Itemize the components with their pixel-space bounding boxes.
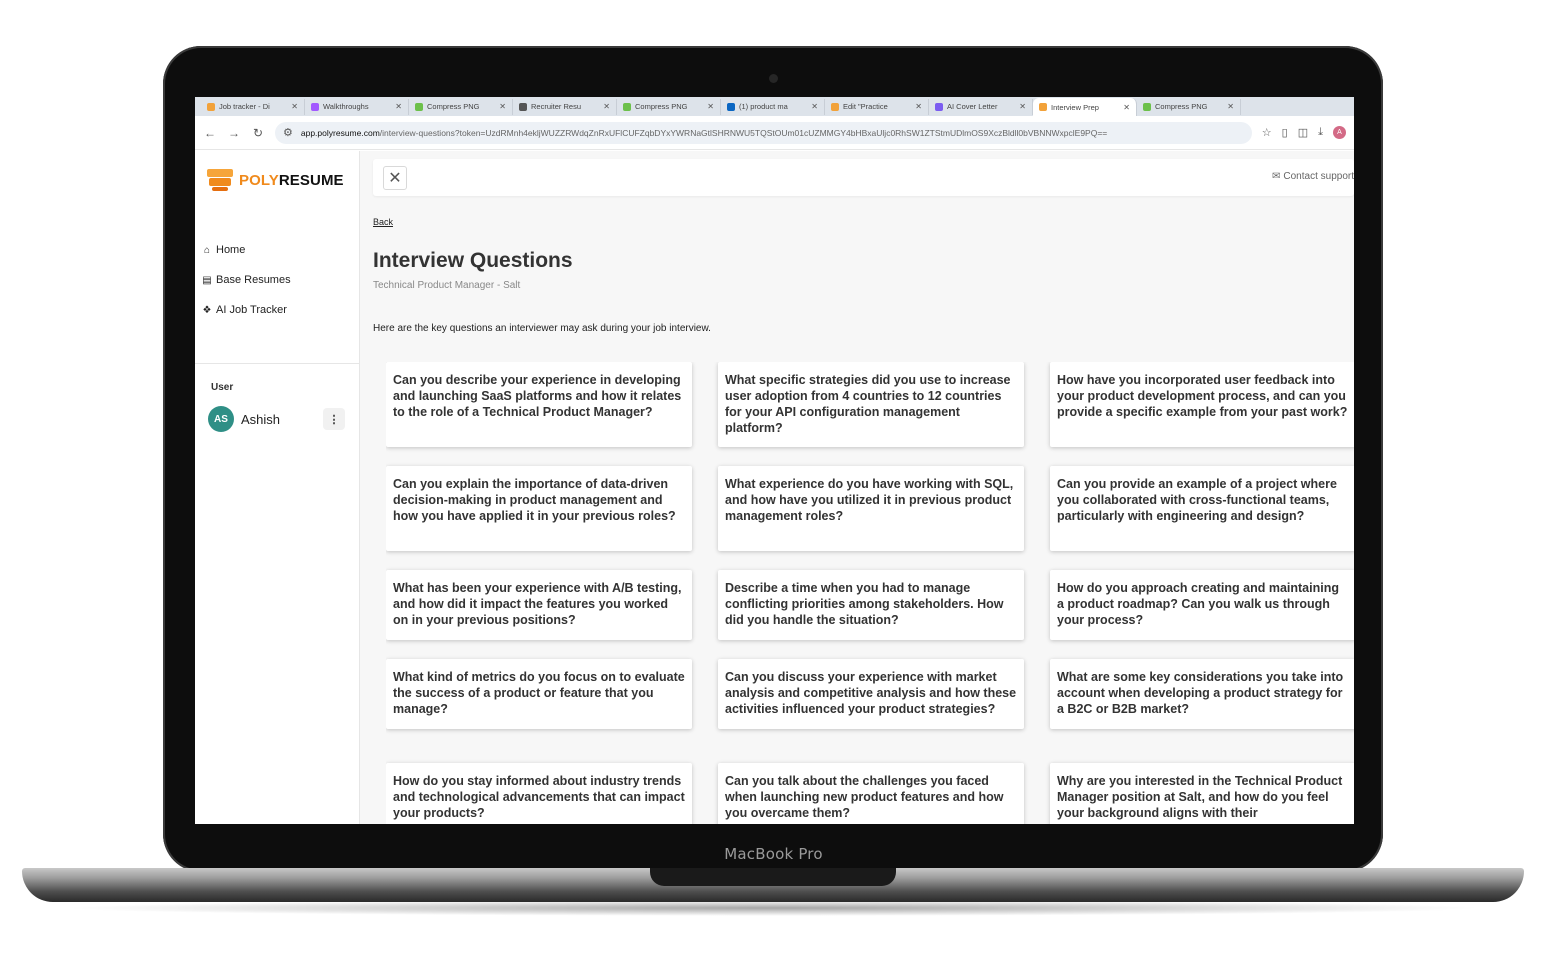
user-name: Ashish <box>241 411 281 427</box>
profile-avatar[interactable]: A <box>1333 126 1346 139</box>
tab-label: Compress PNG <box>1155 102 1208 111</box>
user-row[interactable] <box>208 406 345 432</box>
laptop-notch <box>650 868 896 886</box>
browser-tab[interactable] <box>1137 99 1241 115</box>
document-icon: ▤ <box>202 274 212 286</box>
question-card[interactable]: Describe a time when you had to manage conflicting priorities among stakeholders. How did you handle the situation? <box>718 570 1024 640</box>
sidebar-nav <box>202 235 291 325</box>
question-card[interactable]: Can you provide an example of a project where you collaborated with cross-functional teams, particularly with engineering and design? <box>1050 466 1354 551</box>
forward-arrow-icon[interactable]: → <box>228 125 240 140</box>
page-title: Interview Questions <box>373 249 573 272</box>
question-card[interactable]: Can you talk about the challenges you faced when launching new product features and how you overcame them? <box>718 763 1024 824</box>
tab-favicon-icon <box>207 103 215 111</box>
sidebar-item-label: AI Job Tracker <box>216 304 287 316</box>
logo-text: POLYRESUME <box>239 171 344 189</box>
browser-tab[interactable] <box>201 99 305 115</box>
tab-close-icon[interactable]: ✕ <box>395 102 402 111</box>
user-avatar[interactable]: AS <box>208 406 234 432</box>
site-info-icon[interactable]: ⚙ <box>283 127 293 139</box>
tab-close-icon[interactable]: ✕ <box>1123 102 1130 112</box>
close-button[interactable]: ✕ <box>383 166 407 190</box>
sidebar-item-home[interactable] <box>202 235 291 265</box>
page-subtitle: Technical Product Manager - Salt <box>373 280 521 291</box>
tab-favicon-icon <box>727 103 735 111</box>
device-label: MacBook Pro <box>724 845 823 863</box>
tab-label: Walkthroughs <box>323 102 369 111</box>
more-vertical-icon[interactable]: ⋮ <box>323 408 345 430</box>
browser-tab[interactable] <box>929 99 1033 115</box>
tab-label: AI Cover Letter <box>947 102 998 111</box>
tab-close-icon[interactable]: ✕ <box>707 102 714 111</box>
camera-icon <box>769 74 778 83</box>
browser-tab[interactable] <box>513 99 617 115</box>
url-host: app.polyresume.com <box>300 127 380 138</box>
tab-close-icon[interactable]: ✕ <box>499 102 506 111</box>
question-card[interactable]: Why are you interested in the Technical Product Manager position at Salt, and how do you feel your background aligns with their <box>1050 763 1354 824</box>
bookmark-star-icon[interactable]: ☆ <box>1261 127 1272 139</box>
sidebar-item-base-resumes[interactable] <box>202 265 291 295</box>
tab-favicon-icon <box>415 103 423 111</box>
question-card[interactable]: How have you incorporated user feedback into your product development process, and can you provide a specific example from your past work? <box>1050 362 1354 447</box>
question-card[interactable]: How do you stay informed about industry trends and technological advancements that can impact your products? <box>386 763 692 824</box>
back-arrow-icon[interactable]: ← <box>204 125 216 140</box>
tab-close-icon[interactable]: ✕ <box>915 102 922 111</box>
logo-stack-icon <box>207 169 233 191</box>
browser-tab[interactable] <box>617 99 721 115</box>
address-bar[interactable] <box>275 122 1252 144</box>
question-card[interactable]: What specific strategies did you use to increase user adoption from 4 countries to 12 countries for your API configuration management platform? <box>718 362 1024 447</box>
extensions-icon[interactable]: ◫ <box>1297 127 1309 139</box>
clipboard-icon[interactable]: ▯ <box>1281 127 1288 139</box>
questions-grid <box>386 362 1354 824</box>
sidebar-divider <box>195 363 360 364</box>
back-link[interactable]: Back <box>373 217 394 227</box>
browser-tab[interactable] <box>305 99 409 115</box>
question-card[interactable]: How do you approach creating and maintaining a product roadmap? Can you walk us through your process? <box>1050 570 1354 640</box>
sidebar-item-label: Base Resumes <box>216 274 291 286</box>
sidebar-item-label: Home <box>216 244 246 256</box>
tab-label: Compress PNG <box>635 102 688 111</box>
contact-support-link[interactable]: ✉ Contact support <box>1272 171 1354 182</box>
question-card[interactable]: What has been your experience with A/B testing, and how did it impact the features you worked on in your previous positions? <box>386 570 692 640</box>
tab-favicon-icon <box>519 103 527 111</box>
browser-tab[interactable] <box>825 99 929 115</box>
diamonds-icon: ❖ <box>202 304 212 316</box>
browser-tab[interactable] <box>721 99 825 115</box>
top-bar <box>373 159 1354 196</box>
tab-close-icon[interactable]: ✕ <box>291 102 298 111</box>
tab-close-icon[interactable]: ✕ <box>811 102 818 111</box>
intro-text: Here are the key questions an interviewer may ask during your job interview. <box>373 323 711 334</box>
question-card[interactable]: What kind of metrics do you focus on to evaluate the success of a product or feature that you manage? <box>386 659 692 729</box>
browser-tab[interactable] <box>1033 98 1137 116</box>
tab-label: Compress PNG <box>427 102 480 111</box>
question-card[interactable]: Can you discuss your experience with market analysis and competitive analysis and how these activities influenced your product strategies? <box>718 659 1024 729</box>
sidebar-item-ai-job-tracker[interactable] <box>202 295 291 325</box>
browser-tab-strip <box>195 97 1354 116</box>
envelope-icon: ✉ <box>1272 171 1281 182</box>
tab-favicon-icon <box>623 103 631 111</box>
tab-label: Recruiter Resu <box>531 102 582 111</box>
url-path: /interview-questions?token=UzdRMnh4ekljWUZZRWdqZnRxUFlCUFZqbDYxYWRNaGtlSHRNWU5TQStOUm01cUZMMGY4bHBxaUljc0RhSW1ZTStmUDlmOS9XczBldll0bVBNNWxpclE9PQ== <box>379 127 1108 138</box>
tab-label: Job tracker - Di <box>219 102 270 111</box>
tab-label: Edit "Practice <box>843 102 888 111</box>
reload-icon[interactable]: ↻ <box>252 125 264 140</box>
tab-close-icon[interactable]: ✕ <box>1019 102 1026 111</box>
tab-close-icon[interactable]: ✕ <box>603 102 610 111</box>
tab-favicon-icon <box>1039 103 1047 111</box>
main-content <box>361 151 1354 824</box>
tab-label: Interview Prep <box>1051 102 1099 112</box>
browser-tab[interactable] <box>409 99 513 115</box>
app <box>195 151 1354 824</box>
tab-favicon-icon <box>1143 103 1151 111</box>
browser-toolbar <box>195 116 1354 150</box>
question-card[interactable]: What are some key considerations you take into account when developing a product strategy for a B2C or B2B market? <box>1050 659 1354 729</box>
polyresume-logo[interactable] <box>207 169 344 191</box>
tab-favicon-icon <box>311 103 319 111</box>
laptop-shadow <box>60 900 1486 916</box>
tab-favicon-icon <box>831 103 839 111</box>
home-icon: ⌂ <box>203 244 211 256</box>
tab-close-icon[interactable]: ✕ <box>1227 102 1234 111</box>
question-card[interactable]: Can you explain the importance of data-driven decision-making in product management and how you have applied it in your previous roles? <box>386 466 692 551</box>
user-section-label: User <box>211 382 234 393</box>
download-icon[interactable]: ⤓ <box>1318 126 1323 138</box>
tab-label: (1) product ma <box>739 102 788 111</box>
sidebar <box>195 151 360 824</box>
screen <box>195 97 1354 824</box>
question-card[interactable]: What experience do you have working with SQL, and how have you utilized it in previous product management roles? <box>718 466 1024 551</box>
tab-favicon-icon <box>935 103 943 111</box>
question-card[interactable]: Can you describe your experience in developing and launching SaaS platforms and how it relates to the role of a Technical Product Manager? <box>386 362 692 447</box>
